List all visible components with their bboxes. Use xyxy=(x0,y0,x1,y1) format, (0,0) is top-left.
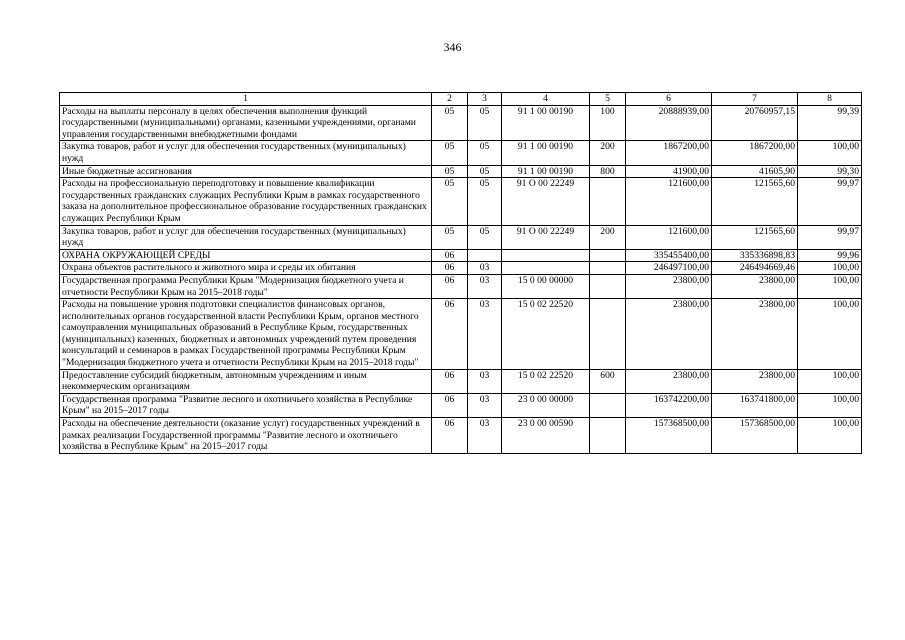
row-target-code: 91 О 00 22249 xyxy=(502,225,590,249)
row-percent: 99,39 xyxy=(798,105,862,141)
row-executed: 41605,90 xyxy=(712,165,798,178)
row-name: Иные бюджетные ассигнования xyxy=(60,165,432,178)
row-executed: 163741800,00 xyxy=(712,393,798,417)
table-row xyxy=(60,393,862,417)
row-percent: 100,00 xyxy=(798,299,862,370)
row-planned: 23800,00 xyxy=(626,299,712,370)
row-percent: 99,97 xyxy=(798,225,862,249)
row-expense-type xyxy=(590,418,626,454)
table-row xyxy=(60,262,862,275)
row-expense-type xyxy=(590,249,626,262)
row-expense-type: 200 xyxy=(590,225,626,249)
header-cell: 8 xyxy=(798,93,862,106)
row-subsection: 03 xyxy=(468,369,502,393)
header-cell: 5 xyxy=(590,93,626,106)
row-percent: 99,97 xyxy=(798,178,862,225)
row-subsection: 05 xyxy=(468,141,502,165)
row-executed: 157368500,00 xyxy=(712,418,798,454)
row-target-code: 91 О 00 22249 xyxy=(502,178,590,225)
row-percent: 100,00 xyxy=(798,393,862,417)
row-name: Расходы на обеспечение деятельности (оказание услуг) государственных учреждений в рамках реализации Государственной программы "Развитие лесного и охотничьего хозяйства в Республике Крым" на 2015–2017 годы xyxy=(60,418,432,454)
row-percent: 100,00 xyxy=(798,274,862,298)
row-executed: 246494669,46 xyxy=(712,262,798,275)
row-expense-type xyxy=(590,393,626,417)
row-subsection: 03 xyxy=(468,262,502,275)
row-planned: 246497100,00 xyxy=(626,262,712,275)
row-subsection: 05 xyxy=(468,105,502,141)
row-section: 06 xyxy=(432,369,468,393)
table-row xyxy=(60,418,862,454)
row-target-code: 91 1 00 00190 xyxy=(502,105,590,141)
row-expense-type: 600 xyxy=(590,369,626,393)
row-expense-type xyxy=(590,274,626,298)
row-section: 06 xyxy=(432,249,468,262)
row-planned: 157368500,00 xyxy=(626,418,712,454)
row-subsection: 05 xyxy=(468,225,502,249)
row-section: 05 xyxy=(432,141,468,165)
row-planned: 163742200,00 xyxy=(626,393,712,417)
row-executed: 23800,00 xyxy=(712,274,798,298)
row-target-code: 91 1 00 00190 xyxy=(502,141,590,165)
row-name: Расходы на выплаты персоналу в целях обеспечения выполнения функций государственными (муниципальными) органами, казенными учреждениями, органами управления государственными внебюджетными фондами xyxy=(60,105,432,141)
header-cell: 1 xyxy=(60,93,432,106)
row-name: Закупка товаров, работ и услуг для обеспечения государственных (муниципальных) нужд xyxy=(60,141,432,165)
row-name: Предоставление субсидий бюджетным, автономным учреждениям и иным некоммерческим организациям xyxy=(60,369,432,393)
row-subsection: 03 xyxy=(468,393,502,417)
row-percent: 99,96 xyxy=(798,249,862,262)
row-subsection: 03 xyxy=(468,299,502,370)
row-subsection: 05 xyxy=(468,178,502,225)
row-target-code xyxy=(502,249,590,262)
row-name: Государственная программа "Развитие лесного и охотничьего хозяйства в Республике Крым" на 2015–2017 годы xyxy=(60,393,432,417)
row-executed: 121565,60 xyxy=(712,178,798,225)
row-planned: 335455400,00 xyxy=(626,249,712,262)
row-subsection xyxy=(468,249,502,262)
row-expense-type xyxy=(590,262,626,275)
row-section: 05 xyxy=(432,225,468,249)
row-target-code: 23 0 00 00000 xyxy=(502,393,590,417)
header-cell: 7 xyxy=(712,93,798,106)
table-row xyxy=(60,299,862,370)
table-row xyxy=(60,105,862,141)
table-row xyxy=(60,225,862,249)
row-planned: 41900,00 xyxy=(626,165,712,178)
header-cell: 2 xyxy=(432,93,468,106)
page-number: 346 xyxy=(443,40,462,54)
row-name: Расходы на повышение уровня подготовки специалистов финансовых органов, исполнительных органов государственной власти Республики Крым, органов местного самоуправления муниципальных образований в Республике Крым, государственных (муниципальных) казенных, бюджетных и автономных учреждений путем проведения консультаций и семинаров в рамках Государственной программы Республики Крым "Модернизация бюджетного учета и отчетности Республики Крым на 2015–2018 годы" xyxy=(60,299,432,370)
row-percent: 100,00 xyxy=(798,262,862,275)
row-percent: 100,00 xyxy=(798,418,862,454)
row-planned: 1867200,00 xyxy=(626,141,712,165)
row-name: Закупка товаров, работ и услуг для обеспечения государственных (муниципальных) нужд xyxy=(60,225,432,249)
row-name: Расходы на профессиональную переподготовку и повышение квалификации государственных гражданских служащих Республики Крым в рамках государственного заказа на дополнительное профессиональное образование государственных гражданских служащих Республики Крым xyxy=(60,178,432,225)
row-section: 05 xyxy=(432,178,468,225)
header-cell: 3 xyxy=(468,93,502,106)
row-target-code: 15 0 02 22520 xyxy=(502,369,590,393)
row-target-code: 15 0 02 22520 xyxy=(502,299,590,370)
row-planned: 121600,00 xyxy=(626,178,712,225)
header-cell: 6 xyxy=(626,93,712,106)
row-percent: 100,00 xyxy=(798,141,862,165)
row-executed: 121565,60 xyxy=(712,225,798,249)
row-section: 05 xyxy=(432,105,468,141)
row-planned: 23800,00 xyxy=(626,274,712,298)
row-expense-type: 200 xyxy=(590,141,626,165)
budget-table xyxy=(59,92,862,454)
row-section: 06 xyxy=(432,299,468,370)
row-percent: 99,30 xyxy=(798,165,862,178)
row-section: 06 xyxy=(432,393,468,417)
row-executed: 23800,00 xyxy=(712,369,798,393)
row-expense-type xyxy=(590,178,626,225)
row-section: 06 xyxy=(432,262,468,275)
row-target-code: 23 0 00 00590 xyxy=(502,418,590,454)
row-name: ОХРАНА ОКРУЖАЮЩЕЙ СРЕДЫ xyxy=(60,249,432,262)
row-name: Государственная программа Республики Крым "Модернизация бюджетного учета и отчетности Республики Крым на 2015–2018 годы" xyxy=(60,274,432,298)
row-section: 05 xyxy=(432,165,468,178)
row-executed: 23800,00 xyxy=(712,299,798,370)
row-section: 06 xyxy=(432,274,468,298)
row-subsection: 05 xyxy=(468,165,502,178)
row-name: Охрана объектов растительного и животного мира и среды их обитания xyxy=(60,262,432,275)
row-executed: 1867200,00 xyxy=(712,141,798,165)
row-planned: 20888939,00 xyxy=(626,105,712,141)
table-row xyxy=(60,369,862,393)
table-row xyxy=(60,165,862,178)
table-row xyxy=(60,178,862,225)
row-subsection: 03 xyxy=(468,418,502,454)
row-target-code: 15 0 00 00000 xyxy=(502,274,590,298)
table-row xyxy=(60,249,862,262)
row-expense-type: 800 xyxy=(590,165,626,178)
header-row xyxy=(60,93,862,106)
header-cell: 4 xyxy=(502,93,590,106)
row-percent: 100,00 xyxy=(798,369,862,393)
row-planned: 23800,00 xyxy=(626,369,712,393)
row-executed: 20760957,15 xyxy=(712,105,798,141)
row-subsection: 03 xyxy=(468,274,502,298)
table-row xyxy=(60,141,862,165)
row-planned: 121600,00 xyxy=(626,225,712,249)
row-expense-type: 100 xyxy=(590,105,626,141)
row-target-code: 91 1 00 00190 xyxy=(502,165,590,178)
row-section: 06 xyxy=(432,418,468,454)
table-row xyxy=(60,274,862,298)
row-target-code xyxy=(502,262,590,275)
row-executed: 335336898,83 xyxy=(712,249,798,262)
row-expense-type xyxy=(590,299,626,370)
